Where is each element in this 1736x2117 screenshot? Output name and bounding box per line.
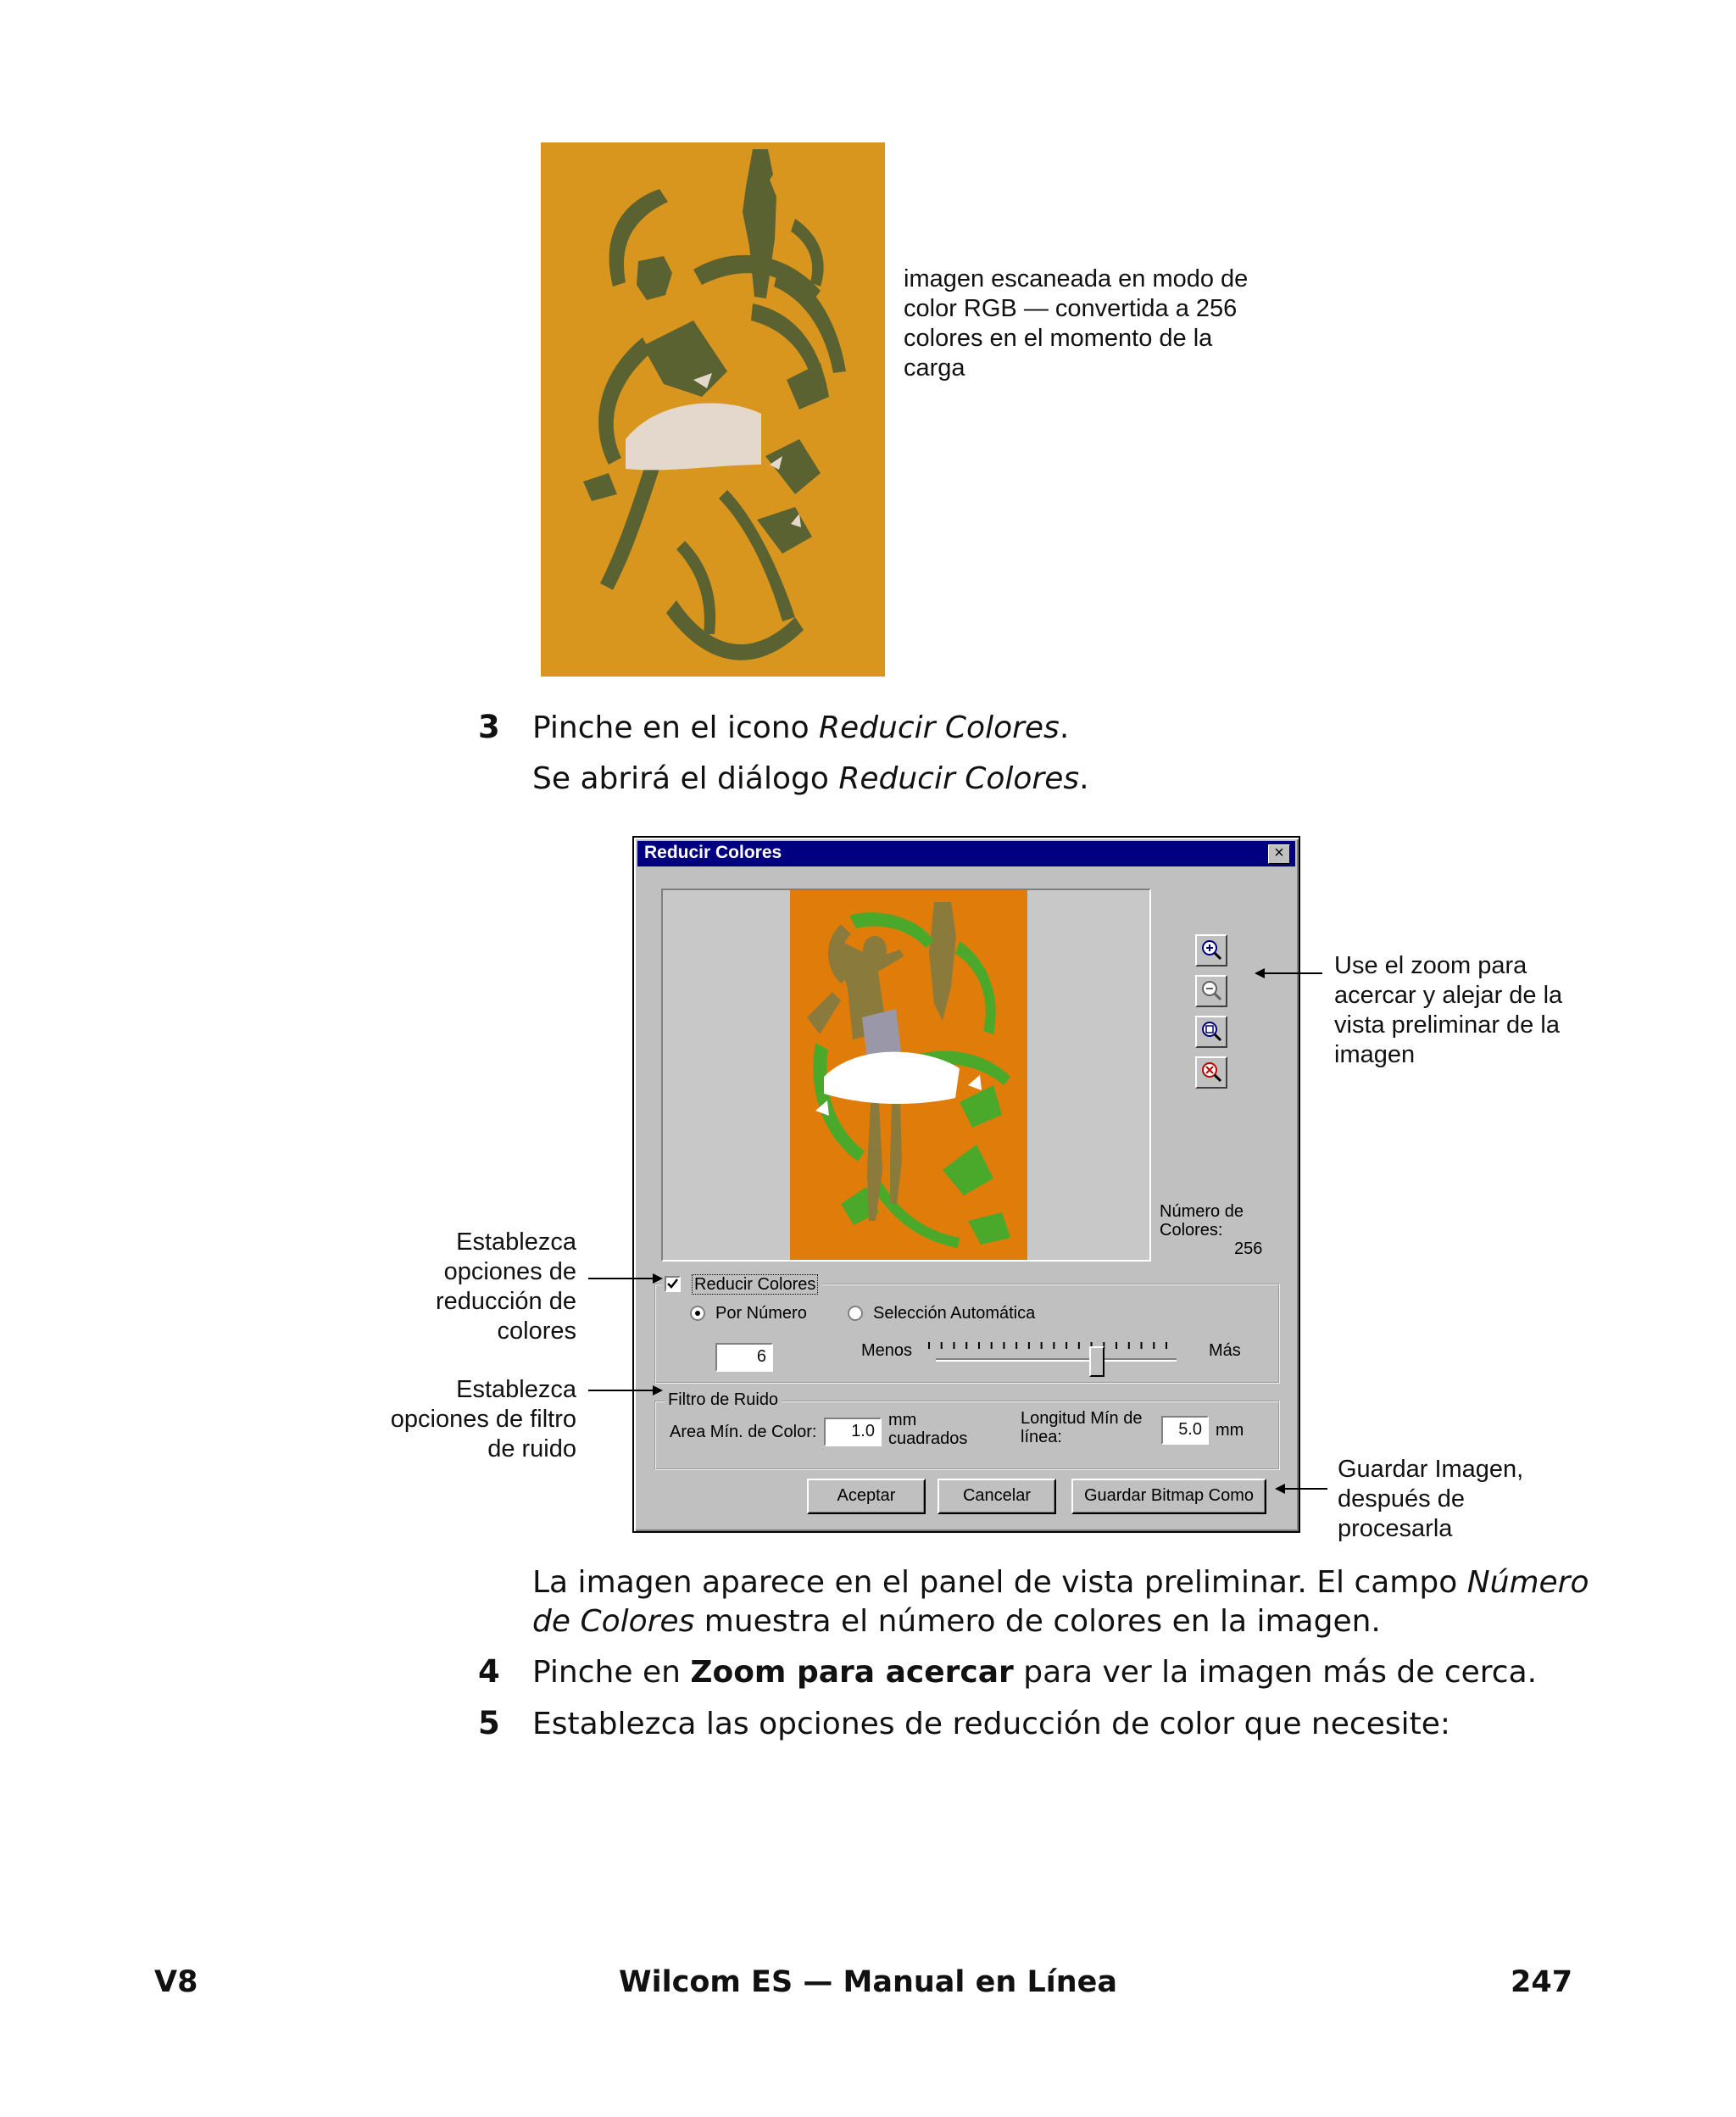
step-text-italic: Reducir Colores [819, 710, 1060, 745]
dialog-titlebar [637, 841, 1295, 866]
scanned-image [541, 142, 885, 677]
step-number: 3 [478, 709, 500, 745]
preview-panel [661, 889, 1151, 1262]
subtext-part: . [1079, 761, 1089, 796]
save-annotation: Guardar Imagen, después de procesarla [1338, 1456, 1524, 1542]
accept-button[interactable]: Aceptar [807, 1479, 926, 1514]
reduce-arrow [588, 1272, 663, 1285]
zoom-in-button[interactable] [1195, 934, 1227, 967]
step-text-part: Pinche en [532, 1655, 691, 1690]
step-text-part: para ver la imagen más de cerca. [1013, 1655, 1538, 1690]
arrow-right-icon [588, 1384, 663, 1397]
num-colors-value: 256 [1234, 1240, 1263, 1258]
step-number: 5 [478, 1705, 500, 1741]
step-text [532, 1653, 1634, 1692]
subtext-part: Se abrirá el diálogo [532, 761, 839, 796]
reduce-checkbox-label: Reducir Colores [692, 1274, 818, 1295]
zoom-annotation: Use el zoom para acercar y alejar de la vista preliminar de la imagen [1334, 952, 1563, 1068]
step-number: 4 [478, 1653, 500, 1690]
zoom-in-icon [1197, 936, 1226, 965]
slider-thumb[interactable] [1089, 1346, 1104, 1377]
step-text-part: . [1059, 710, 1070, 745]
preview-skirt [824, 1052, 960, 1104]
footer-version: V8 [154, 1965, 198, 1999]
noise-annotation: Establezca opciones de filtro de ruido [390, 1376, 576, 1462]
slider-ticks [927, 1338, 1168, 1346]
area-min-label: Area Mín. de Color: [670, 1423, 817, 1441]
preview-artwork [790, 890, 1027, 1260]
cancel-button[interactable]: Cancelar [938, 1479, 1056, 1514]
area-unit-label: mm cuadrados [888, 1411, 968, 1448]
num-colors-label: Número de Colores: [1160, 1202, 1244, 1240]
auto-selection-label: Selección Automática [873, 1304, 1036, 1323]
reduce-checkbox[interactable] [665, 1276, 681, 1292]
checkmark-icon [666, 1278, 679, 1290]
reduce-checkbox-row[interactable] [663, 1273, 821, 1295]
zoom-fit-button[interactable] [1195, 1016, 1227, 1048]
dialog-title: Reducir Colores [644, 843, 782, 862]
auto-selection-radio[interactable] [848, 1306, 863, 1321]
save-arrow [1275, 1482, 1327, 1496]
color-number-input[interactable]: 6 [715, 1343, 773, 1372]
by-number-label: Por Número [715, 1304, 807, 1323]
description-part: La imagen aparece en el panel de vista preliminar. El campo [532, 1565, 1467, 1600]
close-button[interactable]: × [1268, 844, 1290, 864]
preview-description [532, 1563, 1592, 1641]
skirt-shape [626, 404, 761, 471]
zoom-reset-button[interactable] [1195, 1056, 1227, 1089]
zoom-out-icon [1197, 977, 1226, 1006]
step-text-part: Pinche en el icono [532, 710, 820, 745]
reduce-annotation: Establezca opciones de reducción de colores [435, 1228, 576, 1345]
step-text: Establezca las opciones de reducción de color que necesite: [532, 1707, 1450, 1741]
length-unit-label: mm [1216, 1421, 1244, 1440]
footer-title: Wilcom ES — Manual en Línea [618, 1965, 1118, 1999]
slider-less-label: Menos [861, 1341, 913, 1360]
zoom-fit-icon [1197, 1017, 1226, 1046]
description-italic: Número de Colores [532, 1565, 1589, 1639]
arrow-left-icon [1255, 967, 1322, 980]
save-bitmap-button[interactable]: Guardar Bitmap Como [1071, 1479, 1266, 1514]
subtext-italic: Reducir Colores [838, 761, 1080, 796]
length-min-label: Longitud Mín de línea: [1021, 1409, 1143, 1446]
reduce-colors-dialog [632, 836, 1300, 1533]
by-number-radio[interactable] [690, 1306, 705, 1321]
preview-image [790, 890, 1027, 1260]
description-part: muestra el número de colores en la imagen. [694, 1604, 1381, 1639]
arrow-left-icon [1275, 1482, 1327, 1496]
arrow-right-icon [588, 1272, 663, 1285]
slider-track[interactable] [936, 1358, 1177, 1362]
noise-filter-title: Filtro de Ruido [665, 1390, 782, 1410]
step-subtext [532, 760, 1634, 799]
step-text-bold: Zoom para acercar [690, 1655, 1014, 1690]
zoom-reset-icon [1197, 1058, 1226, 1087]
step-text [532, 709, 1634, 748]
zoom-out-button[interactable] [1195, 975, 1227, 1007]
slider-more-label: Más [1209, 1341, 1241, 1360]
length-min-input[interactable]: 5.0 [1161, 1416, 1209, 1445]
scan-caption: imagen escaneada en modo de color RGB — convertida a 256 colores en el momento de la carga [904, 265, 1249, 382]
area-min-input[interactable]: 1.0 [824, 1418, 882, 1446]
noise-arrow [588, 1384, 663, 1397]
footer-page-number: 247 [1511, 1965, 1573, 1999]
slider-tick-marks [927, 1342, 1168, 1351]
zoom-arrow [1255, 967, 1322, 980]
scanned-artwork [541, 142, 885, 677]
